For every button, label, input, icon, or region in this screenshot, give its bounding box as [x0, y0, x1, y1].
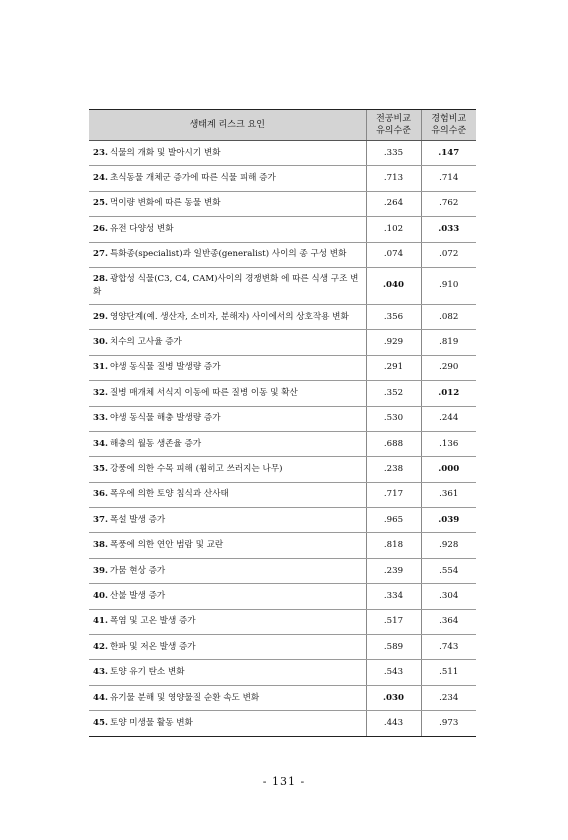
major-significance-value: .030 — [366, 685, 421, 710]
risk-factor-label: 식물의 개화 및 발아시기 변화 — [109, 147, 221, 158]
major-significance-value: .239 — [366, 558, 421, 583]
major-significance-value: .530 — [366, 406, 421, 431]
table-row — [89, 355, 476, 380]
experience-significance-value: .364 — [421, 609, 476, 634]
risk-factor-cell — [89, 267, 366, 304]
major-significance-value: .589 — [366, 635, 421, 660]
major-significance-value: .334 — [366, 584, 421, 609]
risk-factor-number: 41. — [93, 616, 108, 627]
risk-factor-cell — [89, 381, 366, 406]
table-row — [89, 558, 476, 583]
table-row — [89, 508, 476, 533]
risk-factor-cell — [89, 685, 366, 710]
major-significance-value: .818 — [366, 533, 421, 558]
table-row — [89, 191, 476, 216]
risk-factor-number: 28. — [93, 273, 108, 284]
risk-factor-number: 44. — [93, 692, 108, 703]
experience-significance-value: .234 — [421, 685, 476, 710]
experience-significance-value: .714 — [421, 166, 476, 191]
risk-factor-label: 폭풍에 의한 연안 범람 및 교란 — [109, 540, 224, 551]
risk-factor-cell — [89, 166, 366, 191]
risk-factor-number: 34. — [93, 438, 108, 449]
table-row — [89, 457, 476, 482]
page-number: - 131 - — [262, 775, 306, 788]
table-row — [89, 242, 476, 267]
table-row — [89, 609, 476, 634]
table-row — [89, 166, 476, 191]
risk-factor-label: 유전 다양성 변화 — [109, 223, 174, 234]
risk-factor-label: 야생 동식물 해충 발생량 증가 — [109, 413, 221, 424]
experience-significance-value: .762 — [421, 191, 476, 216]
experience-significance-value: .910 — [421, 267, 476, 304]
table-row — [89, 584, 476, 609]
experience-significance-value: .072 — [421, 242, 476, 267]
risk-factor-label: 초식동물 개체군 증가에 따른 식물 피해 증가 — [109, 173, 276, 184]
table-row — [89, 217, 476, 242]
experience-significance-value: .973 — [421, 711, 476, 736]
risk-factor-cell — [89, 635, 366, 660]
experience-significance-value: .290 — [421, 355, 476, 380]
major-significance-value: .238 — [366, 457, 421, 482]
experience-significance-value: .928 — [421, 533, 476, 558]
risk-factor-label: 폭염 및 고온 발생 증가 — [109, 616, 196, 627]
table-row — [89, 431, 476, 456]
major-significance-value: .335 — [366, 141, 421, 166]
risk-factor-label: 토양 미생물 활동 변화 — [109, 717, 193, 728]
header-major-significance — [366, 110, 421, 141]
risk-factor-cell — [89, 431, 366, 456]
major-significance-value: .352 — [366, 381, 421, 406]
major-significance-value: .543 — [366, 660, 421, 685]
risk-factor-label: 유기물 분해 및 영양물질 순환 속도 변화 — [109, 692, 260, 703]
risk-factor-number: 23. — [93, 147, 108, 158]
risk-factor-cell — [89, 330, 366, 355]
risk-factor-number: 31. — [93, 362, 108, 373]
risk-factor-cell — [89, 609, 366, 634]
risk-factor-label: 특화종(specialist)과 일반종(generalist) 사이의 종 구성 변화 — [109, 249, 347, 260]
major-significance-value: .040 — [366, 267, 421, 304]
experience-significance-value: .819 — [421, 330, 476, 355]
risk-factor-label: 광합성 식물(C3, C4, CAM)사이의 경쟁변화 에 따른 식생 구조 변화 — [93, 273, 359, 297]
risk-factor-number: 42. — [93, 641, 108, 652]
table-row — [89, 635, 476, 660]
risk-factor-cell — [89, 304, 366, 329]
risk-factor-cell — [89, 660, 366, 685]
experience-significance-value: .361 — [421, 482, 476, 507]
risk-factor-label: 한파 및 저온 발생 증가 — [109, 641, 196, 652]
table-row — [89, 381, 476, 406]
risk-factor-label: 영양단계(예. 생산자, 소비자, 분해자) 사이에서의 상호작용 변화 — [109, 311, 349, 322]
risk-factor-cell — [89, 584, 366, 609]
experience-significance-value: .244 — [421, 406, 476, 431]
major-significance-value: .074 — [366, 242, 421, 267]
risk-factor-cell — [89, 242, 366, 267]
risk-factor-label: 먹이량 변화에 따른 동물 변화 — [109, 198, 221, 209]
risk-factor-number: 40. — [93, 590, 108, 601]
experience-significance-value: .136 — [421, 431, 476, 456]
risk-factor-label: 질병 매개체 서식지 이동에 따른 질병 이동 및 확산 — [109, 387, 298, 398]
risk-factor-label: 강풍에 의한 수목 피해 (휨히고 쓰러지는 나무) — [109, 463, 283, 474]
risk-factor-number: 39. — [93, 565, 108, 576]
header-experience-line2: 유의수준 — [431, 126, 467, 136]
table-row — [89, 406, 476, 431]
table-row — [89, 330, 476, 355]
major-significance-value: .688 — [366, 431, 421, 456]
risk-factor-number: 33. — [93, 413, 108, 424]
risk-factor-label: 치수의 고사율 증가 — [109, 337, 182, 348]
experience-significance-value: .554 — [421, 558, 476, 583]
risk-factor-cell — [89, 217, 366, 242]
risk-factor-label: 가뭄 현상 증가 — [109, 565, 166, 576]
risk-factor-cell — [89, 533, 366, 558]
header-experience-significance — [421, 110, 476, 141]
risk-factor-number: 36. — [93, 489, 108, 500]
risk-factor-cell — [89, 558, 366, 583]
experience-significance-value: .743 — [421, 635, 476, 660]
table-row — [89, 141, 476, 166]
experience-significance-value: .039 — [421, 508, 476, 533]
risk-factor-number: 25. — [93, 198, 108, 209]
risk-factor-number: 38. — [93, 540, 108, 551]
header-major-line1: 전공비교 — [376, 114, 411, 124]
risk-factor-number: 35. — [93, 463, 108, 474]
major-significance-value: .291 — [366, 355, 421, 380]
risk-factor-number: 45. — [93, 717, 108, 728]
risk-factor-label: 토양 유기 탄소 변화 — [109, 667, 185, 678]
experience-significance-value: .511 — [421, 660, 476, 685]
major-significance-value: .965 — [366, 508, 421, 533]
risk-factor-cell — [89, 191, 366, 216]
table-row — [89, 533, 476, 558]
risk-factor-cell — [89, 355, 366, 380]
major-significance-value: .713 — [366, 166, 421, 191]
table-row — [89, 660, 476, 685]
risk-factor-number: 29. — [93, 311, 108, 322]
header-factor: 생태계 리스크 요인 — [89, 110, 366, 141]
header-major-line2: 유의수준 — [376, 126, 411, 136]
table-row — [89, 267, 476, 304]
major-significance-value: .929 — [366, 330, 421, 355]
major-significance-value: .264 — [366, 191, 421, 216]
risk-factor-cell — [89, 141, 366, 166]
risk-factor-cell — [89, 457, 366, 482]
experience-significance-value: .082 — [421, 304, 476, 329]
risk-factor-cell — [89, 711, 366, 736]
risk-factor-label: 야생 동식물 질병 발생량 증가 — [109, 362, 221, 373]
table-body — [89, 141, 476, 737]
table-header-row — [89, 110, 476, 141]
major-significance-value: .356 — [366, 304, 421, 329]
risk-factor-number: 43. — [93, 667, 108, 678]
major-significance-value: .102 — [366, 217, 421, 242]
risk-factor-cell — [89, 508, 366, 533]
experience-significance-value: .147 — [421, 141, 476, 166]
table-row — [89, 304, 476, 329]
risk-factor-number: 30. — [93, 337, 108, 348]
major-significance-value: .517 — [366, 609, 421, 634]
risk-factor-number: 24. — [93, 173, 108, 184]
risk-factor-number: 37. — [93, 514, 108, 525]
risk-factor-cell — [89, 482, 366, 507]
major-significance-value: .717 — [366, 482, 421, 507]
table-row — [89, 685, 476, 710]
risk-factor-table — [89, 109, 476, 737]
experience-significance-value: .000 — [421, 457, 476, 482]
risk-factor-number: 26. — [93, 223, 108, 234]
experience-significance-value: .033 — [421, 217, 476, 242]
table-row — [89, 711, 476, 736]
risk-factor-label: 해충의 월동 생존율 증가 — [109, 438, 202, 449]
risk-factor-number: 32. — [93, 387, 108, 398]
experience-significance-value: .012 — [421, 381, 476, 406]
table-row — [89, 482, 476, 507]
experience-significance-value: .304 — [421, 584, 476, 609]
risk-factor-cell — [89, 406, 366, 431]
risk-factor-label: 폭우에 의한 토양 침식과 산사태 — [109, 489, 229, 500]
header-experience-line1: 경험비교 — [431, 114, 467, 124]
risk-factor-label: 산불 발생 증가 — [109, 590, 166, 601]
major-significance-value: .443 — [366, 711, 421, 736]
risk-factor-number: 27. — [93, 249, 108, 260]
risk-factor-label: 폭설 발생 증가 — [109, 514, 166, 525]
risk-factor-table-container — [89, 109, 476, 737]
